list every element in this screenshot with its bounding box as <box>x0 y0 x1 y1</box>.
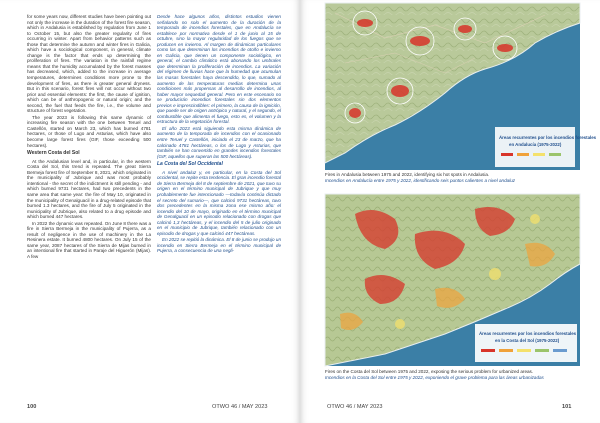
right-journal-name: OTWO 46 / MAY 2023 <box>327 404 383 410</box>
map2-legend-title-1: Áreas recurrentes por los incendios forestales <box>479 331 577 336</box>
spanish-paragraph-4: En 2022 se repitió la dinámica. El 8 de junio se produjo un incendio en Sierra Bermeja en el término municipal de Pujerra, a consecuencia de una negli- <box>157 237 281 254</box>
english-paragraph-4: In 2022 the dynamic was repeated. On June 8 there was a fire in Sierra Bermeja in the municipality of Pujerra, as a result of negligence in the use of machinery in the La Resinera estate. It burned 4800 hectares. On July 15 of the same year, 2087 hectares of the Sierra de Mijas burned in an intentional fire that started in Paraje del Higuerón (Mijas). A few <box>27 220 152 259</box>
map2-caption-es: Incendios en la Costa del Sol entre 1975 y 2022, exponiendo el grave problema para las áreas urbanizadas <box>325 374 544 380</box>
map1-caption-es: Incendios en Andalucía entre 1975 y 2022, identificando seis puntos calientes a nivel andaluz <box>325 177 516 183</box>
english-paragraph-3: At the Andalusian level and, in particular, in the western Costa del Sol, this trend is repeated. The great Sierra Bermeja forest fire of September 8, 2021, which originated in the municipality of Jubrique and was most probably intentional - the secret of the indictment is still pending - and which burned 9731 hectares, had two precedents in the same area that same year: the fire of May 10, originated in the municipality of Genalguacil in a drug-related episode that burned 1.3 hectares, and the fire of July 5 originated in the municipality of Jubrique, also related to a drug episode and which burned 447 hectares. <box>27 158 151 220</box>
map1-caption-en: Fires in Andalusia between 1975 and 2022, identifying six hot spots in Andalusia. <box>325 172 490 177</box>
right-page <box>300 0 600 423</box>
spanish-paragraph-1: Desde hace algunos años, distintos estudios vienen señalando no solo el aumento de la duración de la temporada de incendios forestales, que en Andalucía se establece por normativa desde el 1 de junio al 15 de octubre, sino la mayor regularidad de los fuegos que se producen en invierno. Al margen de dinámicas particulares como las que determinan los incendios de otoño e invierno en Galicia, que tienen un componente sociológico, en general, el cambio climático está abonando los umbrales que determinan la proliferación de incendios. La variación del régimen de lluvias hace que la humedad que acumulan las masas forestales haya descendido, lo que, sumado al aumento de las temperaturas medias determina unas condiciones más propensas al desarrollo de incendios, al haber mayor sequedad general. Pero en este escenario no se producirán incendios forestales sin dos elementos previos e imprescindibles: el primero, la causa de la ignición, que puede ser de origen antrópico y natural, y el segundo, el combustible que alimenta el fuego, esto es, el volumen y la estructura de la vegetación forestal. <box>157 14 281 125</box>
spanish-column <box>157 14 281 255</box>
map2-legend-title-2: en la Costa del Sol (1975-2022) <box>495 338 560 343</box>
spanish-section-heading: La Costa del Sol Occidental <box>157 161 223 168</box>
left-journal-name: OTWO 46 / MAY 2023 <box>212 404 268 410</box>
english-paragraph-2: The year 2023 is following this same dynamic of increasing fire season with the one between Teruel and Castellón, started on March 23, which has burned 4781 hectares, or those of Lugo and Asturias, which have also become large forest fires (GIF, those exceeding 500 hectares). <box>27 114 151 148</box>
map2-caption <box>325 369 580 380</box>
left-page-number: 100 <box>27 404 37 410</box>
english-paragraph-1: for some years now, different studies have been pointing out not only the increase in the duration of the forest fire season, which in Andalusia is established by regulation from June 1 to October 15, but also the greater regularity of fires occurring in winter. Apart from behavior patterns such as those that determine the autumn and winter fires in Galicia, which have a sociological component, in general, climate change is the factor that ends up determining the proliferation of fires. The variation in the rainfall regime means that the humidity accumulated by the forest masses has decreased, which, added to the increase in average temperatures, determines conditions more prone to the development of fires, as there is greater general dryness. But in this scenario, forest fires will not occur without two prior and essential elements: the first, the cause of ignition, which can be of anthropogenic or natural origin; and the second, the fuel that feeds the fire, i.e., the volume and structure of forest vegetation. <box>27 14 151 114</box>
right-page-number: 101 <box>562 404 572 410</box>
map1-legend-title-1: Áreas recurrentes por los incendios forestales <box>499 135 597 140</box>
english-column <box>27 14 151 261</box>
english-section-heading: Western Costa del Sol <box>27 150 80 157</box>
spanish-paragraph-2: El año 2023 está siguiendo esta misma dinámica de aumento de la temporada de incendios con el ocasionado entre Teruel y Castellón, iniciado el 23 de marzo, que ha calcinado 4781 hectáreas, o los de Lugo y Asturias, que también se han convertido en grandes incendios forestales (GIF, aquellos que superan las 500 hectáreas). <box>157 125 281 159</box>
map1-legend-title-2: en Andalucía (1975-2022) <box>509 142 562 147</box>
map2-caption-en: Fires on the Costa del Sol between 1975 and 2022, exposing the serious problem for urbanized areas. <box>325 369 534 374</box>
map1-caption <box>325 172 580 183</box>
andalusia-fire-map <box>325 3 597 170</box>
spanish-paragraph-3: A nivel andaluz y, en particular, en la Costa del Sol occidental, se repite esta tendencia. El gran incendio forestal de Sierra Bermeja del 8 de septiembre de 2021, que tuvo su origen en el término municipal de Jubrique y que muy probablemente fue intencionado —todavía continúa dictado el secreto del sumario—, que calcinó 9731 hectáreas, tuvo dos precedentes en la misma zona ese mismo año: el incendio del 10 de mayo, originado en el término municipal de Genalguacil en un episodio relacionado con drogas que calcinó 1,3 hectáreas, y el incendio del 5 de julio originado en el municipio de Jubrique, también relacionado con un episodio de drogas y que calcinó 447 hectáreas. <box>157 169 281 236</box>
costa-del-sol-fire-map <box>325 194 580 366</box>
